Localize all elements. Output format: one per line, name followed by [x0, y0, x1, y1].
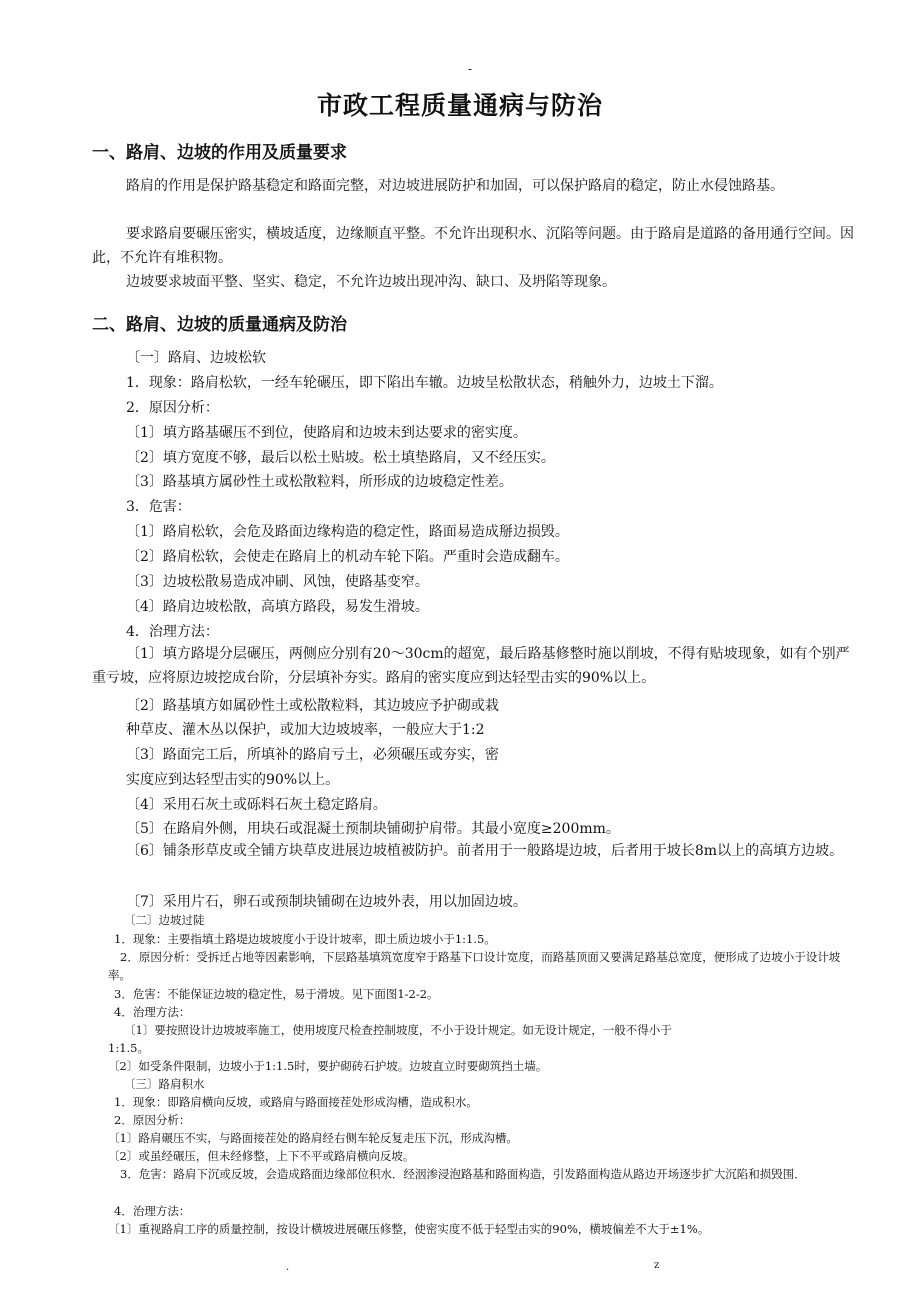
paragraph: 边坡要求坡面平整、坚实、稳定，不允许边坡出现冲沟、缺口、及坍陷等现象。 — [126, 274, 616, 290]
paragraph: 2．原因分析：受拆迁占地等因素影响，下层路基填筑宽度窄于路基下口设计宽度，而路基顶面又要满足路基总宽度，便形成了边坡小于设计坡率。 — [108, 950, 841, 982]
text-line: 〔7〕采用片石，卵石或预制块铺砌在边坡外表，用以加固边坡。 — [126, 894, 527, 910]
text-line: 〔4〕采用石灰土或砾料石灰土稳定路肩。 — [126, 797, 387, 813]
text-line: 〔2〕路肩松软，会使走在路肩上的机动车轮下陷。严重时会造成翻车。 — [126, 549, 569, 565]
paragraph: 要求路肩要碾压密实，横坡适度，边缘顺直平整。不允许出现积水、沉陷等问题。由于路肩是道路的备用通行空间。因此，不允许有堆积物。 — [92, 226, 854, 266]
paragraph: 路肩的作用是保护路基稳定和路面完整，对边坡进展防护和加固，可以保护路肩的稳定，防止水侵蚀路基。 — [126, 178, 784, 194]
text-line: 4．治理方法： — [126, 624, 219, 640]
text-line: 实度应到达轻型击实的90%以上。 — [126, 772, 340, 788]
paragraph: 〔1〕填方路堤分层碾压，两侧应分别有20～30cm的超宽，最后路基修整时施以削坡，不得有贴坡现象，如有个别严重亏坡，应将原边坡挖成台阶，分层填补夯实。路肩的密实度应到达轻型击实的90%以上。 — [92, 646, 850, 686]
text-line: 3．危害： — [126, 499, 191, 515]
text-line: 〔1〕路肩碾压不实，与路面接茬处的路肩经右侧车轮反复走压下沉，形成沟槽。 — [108, 1131, 518, 1145]
paragraph: 3．危害：路肩下沉或反坡，会造成路面边缘部位积水．经洇渗浸泡路基和路面构造，引发路面构造从路边开场逐步扩大沉陷和损毁围． — [120, 1167, 806, 1181]
text-line: 〔3〕路面完工后，所填补的路肩亏土，必须碾压或夯实，密 — [126, 747, 499, 763]
text-line: 〔4〕路肩边坡松散，高填方路段，易发生滑坡。 — [126, 599, 429, 615]
text-line: 4．治理方法： — [114, 1005, 191, 1019]
footer-left-mark: . — [286, 1262, 290, 1273]
page-title: 市政工程质量通病与防治 — [316, 91, 603, 120]
text-line: 〔2〕或虽经碾压，但未经修整，上下不平或路肩横向反坡。 — [108, 1149, 415, 1163]
subsection-heading: 〔一〕路肩、边坡松软 — [126, 350, 266, 366]
text-line: 2．原因分析： — [114, 1113, 191, 1127]
footer-right-mark: z — [654, 1260, 660, 1271]
subsection-heading: 〔二〕边坡过陡 — [124, 913, 205, 927]
text-line: 〔2〕填方宽度不够，最后以松土贴坡。松土填垫路肩，又不经压实。 — [126, 450, 555, 466]
text-line: 〔3〕路基填方属砂性土或松散粒料，所形成的边坡稳定性差。 — [126, 474, 513, 490]
text-line: 〔3〕边坡松散易造成冲刷、风蚀，使路基变窄。 — [126, 574, 429, 590]
header-mark: - — [468, 62, 473, 76]
text-line: 〔5〕在路肩外侧，用块石或混凝土预制块铺砌护肩带。其最小宽度≥200mm。 — [126, 821, 620, 837]
text-line: 3．危害：不能保证边坡的稳定性，易于滑坡。见下面图1-2-2。 — [114, 987, 439, 1001]
subsection-heading: 〔三〕路肩积水 — [124, 1077, 205, 1091]
text-line: 〔2〕路基填方如属砂性土或松散粒料，其边坡应予护砌或栽 — [126, 698, 499, 714]
text-line: 1:1.5。 — [108, 1041, 149, 1055]
text-line: 〔2〕如受条件限制，边坡小于1:1.5时，要护砌砖石护坡。边坡直立时要砌筑挡土墙。 — [108, 1059, 548, 1073]
text-line: 1．现象：主要指填土路堤边坡坡度小于设计坡率，即土质边坡小于1:1.5。 — [114, 932, 496, 946]
text-line: 1．现象：即路肩横向反坡，或路肩与路面接茬处形成沟槽，造成积水。 — [114, 1095, 478, 1109]
text-line: 〔1〕路肩松软，会危及路面边缘构造的稳定性，路面易造成掰边损毁。 — [126, 524, 569, 540]
text-line: 〔1〕要按照设计边坡坡率施工，使用坡度尺检查控制坡度，不小于设计规定。如无设计规定，一般不得小于 — [124, 1023, 672, 1037]
text-line: 4．治理方法： — [114, 1204, 191, 1218]
section-heading-1: 一、路肩、边坡的作用及质量要求 — [92, 143, 347, 163]
text-line: 种草皮、灌木丛以保护，或加大边坡坡率，一般应大于1:2 — [126, 722, 485, 738]
paragraph: 〔6〕铺条形草皮或全铺方块草皮进展边坡植被防护。前者用于一般路堤边坡，后者用于坡长8m以上的高填方边坡。 — [126, 843, 844, 859]
text-line: 2．原因分析： — [126, 400, 219, 416]
section-heading-2: 二、路肩、边坡的质量通病及防治 — [92, 315, 347, 335]
text-line: 〔1〕重视路肩工序的质量控制，按设计横坡进展碾压修整，使密实度不低于轻型击实的90%，横坡偏差不大于±1%。 — [108, 1222, 710, 1236]
text-line: 〔1〕填方路基碾压不到位，使路肩和边坡未到达要求的密实度。 — [126, 425, 527, 441]
text-line: 1．现象：路肩松软，一经车轮碾压，即下陷出车辙。边坡呈松散状态，稍触外力，边坡土下溜。 — [126, 375, 723, 391]
